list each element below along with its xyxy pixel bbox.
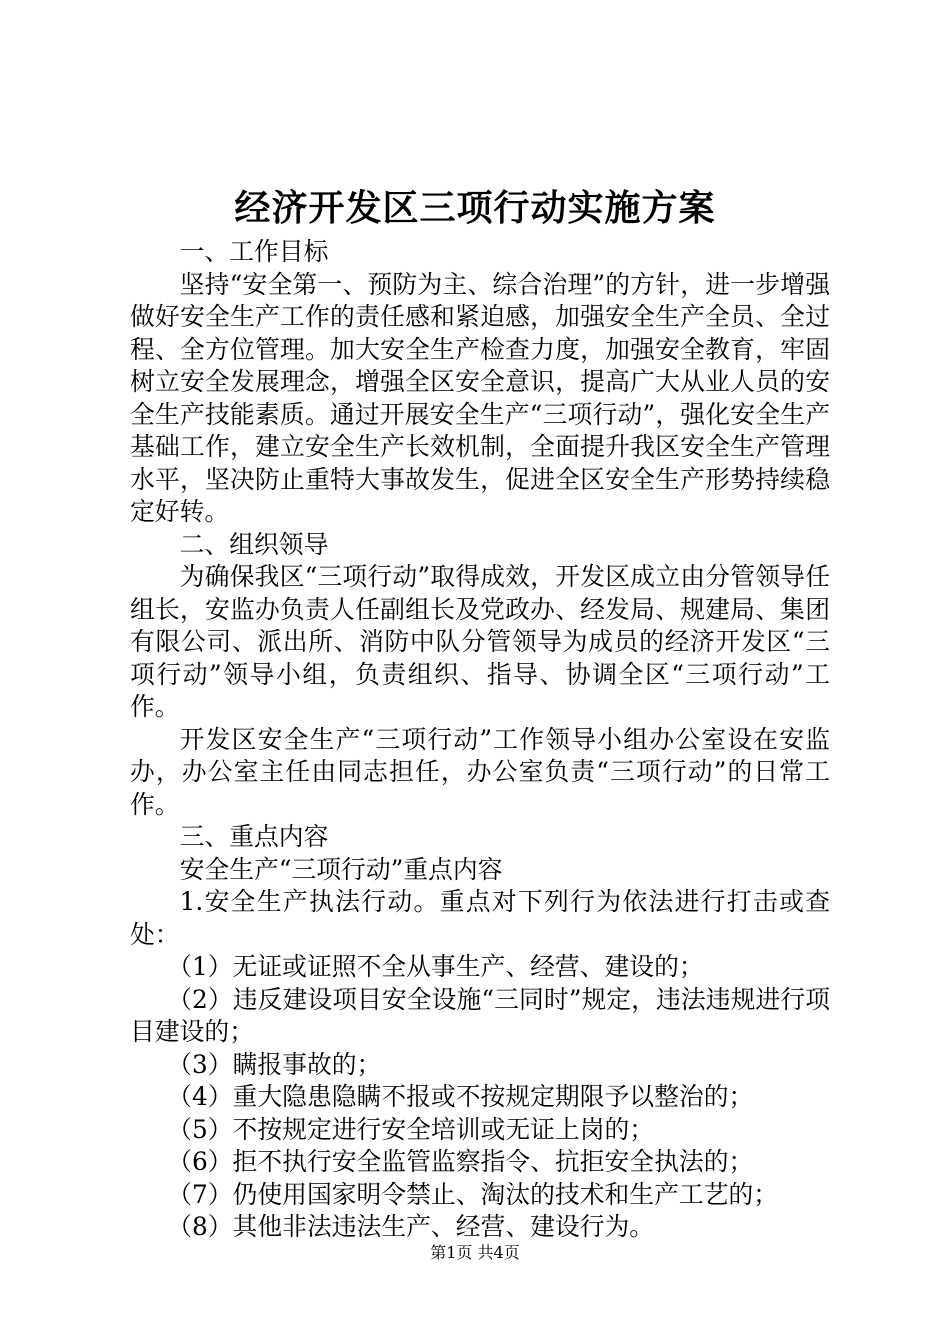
list-item: （7）仍使用国家明令禁止、淘汰的技术和生产工艺的；	[167, 1179, 779, 1209]
list-item: （6）拒不执行安全监管监察指令、抗拒安全执法的；	[167, 1147, 754, 1176]
paragraph: 开发区安全生产“三项行动”工作领导小组办公室设在安监办，办公室主任由同志担任，办公室负责“三项行动”的日常工作。	[130, 724, 830, 819]
list-item: （4）重大隐患隐瞒不报或不按规定期限予以整治的；	[167, 1082, 754, 1111]
section-heading: 三、重点内容	[179, 822, 329, 851]
document-body	[130, 236, 830, 1244]
list-item: （2）违反建设项目安全设施“三同时”规定，违法违规进行项目建设的；	[130, 984, 830, 1046]
paragraph: 1.安全生产执法行动。重点对下列行为依法进行打击或查处：	[130, 887, 830, 949]
section-heading: 一、工作目标	[179, 237, 329, 266]
paragraph: 为确保我区“三项行动”取得成效，开发区成立由分管领导任组长，安监办负责人任副组长及党政办、经发局、规建局、集团有限公司、派出所、消防中队分管领导为成员的经济开发区“三项行动”领导小组，负责组织、指导、协调全区“三项行动”工作。	[130, 562, 830, 721]
paragraph: 坚持“安全第一、预防为主、综合治理”的方针，进一步增强做好安全生产工作的责任感和紧迫感，加强安全生产全员、全过程、全方位管理。加大安全生产检查力度，加强安全教育，牢固树立安全发展理念，增强全区安全意识，提高广大从业人员的安全生产技能素质。通过开展安全生产“三项行动”，强化安全生产基础工作，建立安全生产长效机制，全面提升我区安全生产管理水平，坚决防止重特大事故发生，促进全区安全生产形势持续稳定好转。	[130, 269, 830, 526]
list-item: （3）瞒报事故的；	[167, 1049, 382, 1079]
list-item: （1）无证或证照不全从事生产、经营、建设的；	[167, 952, 704, 981]
document-title: 经济开发区三项行动实施方案	[234, 188, 716, 229]
page-footer: 第1页 共4页	[430, 1243, 520, 1262]
list-item: （5）不按规定进行安全培训或无证上岗的；	[167, 1114, 655, 1144]
paragraph: 安全生产“三项行动”重点内容	[179, 854, 503, 884]
section-heading: 二、组织领导	[179, 529, 329, 559]
list-item: （8）其他非法违法生产、经营、建设行为。	[167, 1212, 655, 1241]
